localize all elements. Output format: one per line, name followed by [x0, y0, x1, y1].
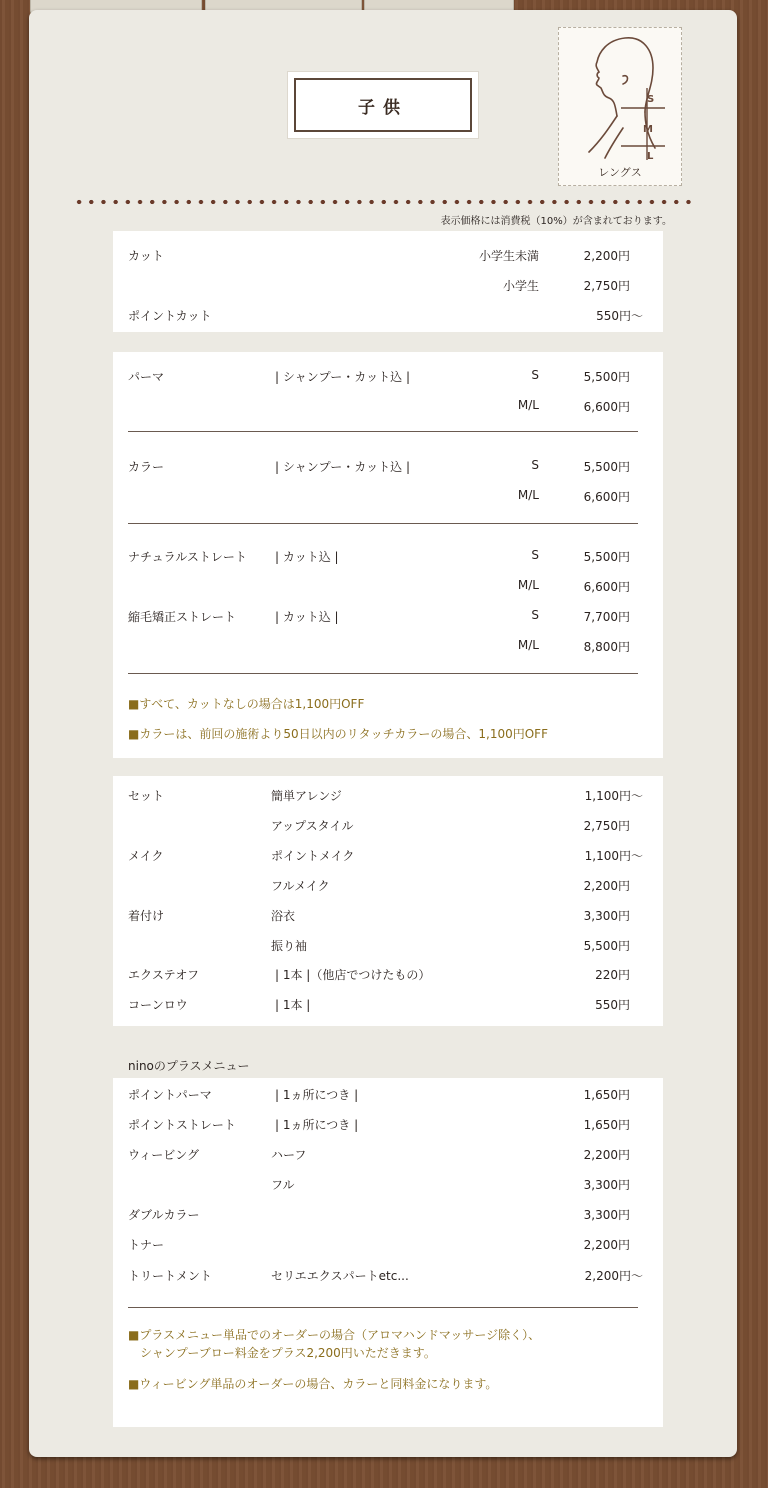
point-straight-price: 1,650円	[583, 1118, 630, 1132]
yukata-price: 3,300円	[583, 909, 630, 923]
treatment-price: 2,200円〜	[584, 1269, 643, 1283]
title-plaque	[287, 71, 479, 139]
size-l-label: L	[647, 151, 654, 162]
cornrow-item: | 1本 |	[275, 998, 311, 1012]
point-perm-name: ポイントパーマ	[128, 1088, 212, 1102]
treatment-card	[113, 352, 663, 758]
yukata-item: 浴衣	[271, 909, 296, 923]
point-cut-price: 550円〜	[596, 309, 643, 323]
point-makeup-item: ポイントメイク	[271, 849, 355, 863]
double-color-price: 3,300円	[583, 1208, 630, 1222]
point-perm-price: 1,650円	[583, 1088, 630, 1102]
weaving-half-item: ハーフ	[271, 1148, 307, 1162]
full-makeup-item: フルメイク	[271, 879, 330, 893]
head-silhouette-icon	[559, 28, 681, 185]
toner-price: 2,200円	[583, 1238, 630, 1252]
color-name: カラー	[128, 460, 165, 474]
cut-size-preschool: 小学生未満	[478, 249, 539, 263]
perm-ml-price: 6,600円	[583, 400, 630, 414]
color-s-price: 5,500円	[583, 460, 630, 474]
shukumo-s-price: 7,700円	[583, 610, 630, 624]
makeup-name: メイク	[128, 849, 164, 863]
shukumo-ml-label: M/L	[517, 638, 539, 652]
size-s-label: S	[647, 94, 655, 105]
size-m-label: M	[643, 124, 653, 135]
shukumo-name: 縮毛矯正ストレート	[128, 610, 237, 624]
point-straight-name: ポイントストレート	[128, 1118, 236, 1132]
point-cut-name: ポイントカット	[128, 309, 212, 323]
weaving-full-item: フル	[271, 1178, 295, 1192]
perm-ml-label: M/L	[517, 398, 539, 412]
natural-ml-label: M/L	[517, 578, 539, 592]
length-diagram	[558, 27, 682, 186]
full-makeup-price: 2,200円	[583, 879, 630, 893]
dotted-divider	[73, 199, 697, 205]
length-label: レングス	[598, 166, 642, 179]
furisode-price: 5,500円	[583, 939, 630, 953]
treatment-item: セリエエクスパートetc...	[271, 1269, 409, 1283]
separator	[128, 431, 638, 432]
perm-s-label: S	[531, 368, 539, 382]
up-style-price: 2,750円	[583, 819, 630, 833]
note-retouch-color: ■カラーは、前回の施術より50日以内のリタッチカラーの場合、1,100円OFF	[128, 727, 548, 741]
cut-price-preschool: 2,200円	[583, 249, 630, 263]
natural-ml-price: 6,600円	[583, 580, 630, 594]
point-perm-item: | 1ヵ所につき |	[275, 1088, 359, 1102]
weaving-half-price: 2,200円	[583, 1148, 630, 1162]
set-name: セット	[128, 789, 165, 803]
point-straight-item: | 1ヵ所につき |	[275, 1118, 359, 1132]
perm-option: | シャンプー・カット込 |	[275, 370, 410, 384]
furisode-item: 振り袖	[271, 939, 308, 953]
natural-s-label: S	[531, 548, 539, 562]
note-weaving-single: ■ウィービング単品のオーダーの場合、カラーと同料金になります。	[128, 1377, 498, 1391]
treatment-name: トリートメント	[128, 1269, 212, 1283]
up-style-item: アップスタイル	[271, 819, 354, 833]
plus-menu-card	[113, 1078, 663, 1427]
shukumo-s-label: S	[531, 608, 539, 622]
natural-straight-name: ナチュラルストレート	[128, 550, 247, 564]
natural-straight-option: | カット込 |	[275, 550, 339, 564]
cut-name: カット	[128, 249, 164, 263]
set-card	[113, 776, 663, 1026]
separator	[128, 1307, 638, 1308]
point-makeup-price: 1,100円〜	[584, 849, 643, 863]
plus-menu-title: ninoのプラスメニュー	[128, 1059, 250, 1073]
color-ml-label: M/L	[517, 488, 539, 502]
set-price: 1,100円〜	[584, 789, 643, 803]
note-shampoo-blow: シャンプーブロー料金をプラス2,200円いただきます。	[140, 1346, 436, 1360]
cut-size-elementary: 小学生	[502, 279, 539, 293]
shukumo-ml-price: 8,800円	[583, 640, 630, 654]
kitsuke-name: 着付け	[128, 909, 165, 923]
note-plus-single: ■プラスメニュー単品でのオーダーの場合（アロマハンドマッサージ除く）、	[128, 1328, 541, 1342]
double-color-name: ダブルカラー	[128, 1208, 200, 1222]
page-title: 子供	[294, 78, 472, 132]
weaving-full-price: 3,300円	[583, 1178, 630, 1192]
cornrow-name: コーンロウ	[128, 998, 188, 1012]
cornrow-price: 550円	[595, 998, 630, 1012]
extension-off-item: | 1本 |（他店でつけたもの）	[275, 968, 431, 982]
shukumo-option: | カット込 |	[275, 610, 339, 624]
extension-off-price: 220円	[595, 968, 630, 982]
extension-off-name: エクステオフ	[128, 968, 200, 982]
natural-s-price: 5,500円	[583, 550, 630, 564]
color-ml-price: 6,600円	[583, 490, 630, 504]
tax-note: 表示価格には消費税（10%）が含まれております。	[440, 216, 672, 227]
weaving-name: ウィービング	[128, 1148, 200, 1162]
color-s-label: S	[531, 458, 539, 472]
set-item: 簡単アレンジ	[271, 789, 342, 803]
separator	[128, 523, 638, 524]
perm-s-price: 5,500円	[583, 370, 630, 384]
toner-name: トナー	[128, 1238, 165, 1252]
cut-price-elementary: 2,750円	[583, 279, 630, 293]
perm-name: パーマ	[128, 370, 165, 384]
separator	[128, 673, 638, 674]
note-no-cut: ■すべて、カットなしの場合は1,100円OFF	[128, 697, 365, 711]
cut-card	[113, 231, 663, 332]
color-option: | シャンプー・カット込 |	[275, 460, 410, 474]
